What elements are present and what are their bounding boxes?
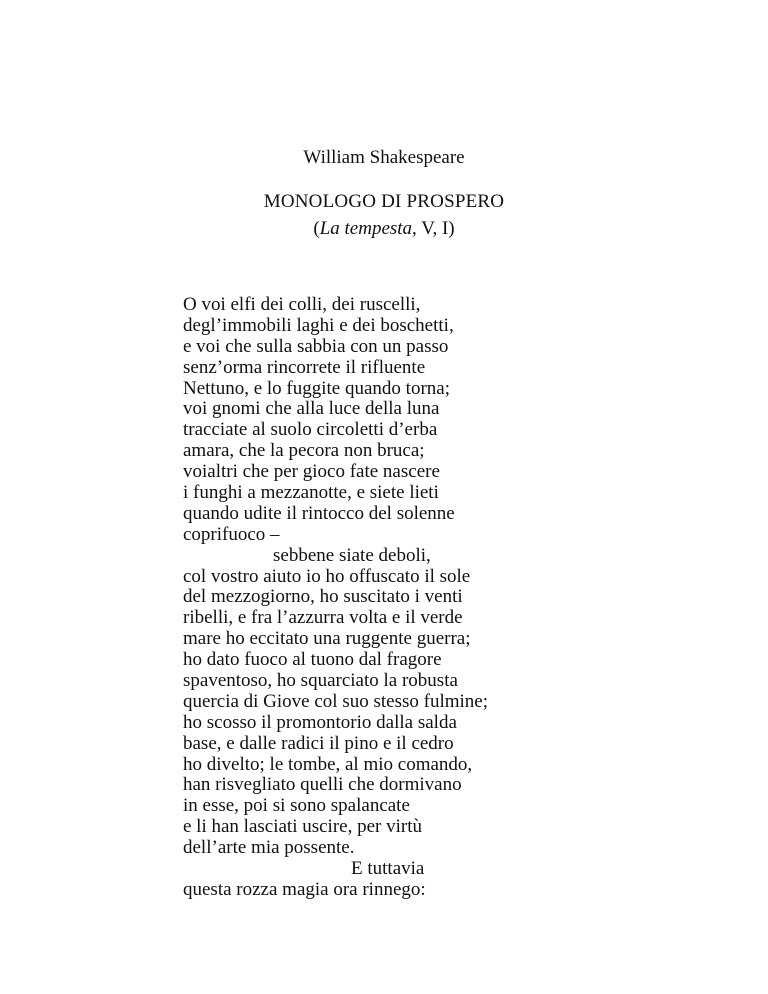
poem-line: E tuttavia: [351, 858, 425, 880]
source-work: La tempesta: [319, 218, 413, 239]
poem-line: coprifuoco –: [183, 523, 280, 545]
poem-line: i funghi a mezzanotte, e siete lieti: [183, 482, 439, 504]
poem-line: questa rozza magia ora rinnego:: [183, 878, 426, 900]
poem-line: sebbene siate deboli,: [273, 544, 431, 566]
poem-line: O voi elfi dei colli, dei ruscelli,: [183, 294, 421, 315]
poem-line: ho scosso il promontorio dalla salda: [183, 711, 457, 733]
poem-line: ho dato fuoco al tuono dal fragore: [183, 649, 442, 671]
poem-line: e voi che sulla sabbia con un passo: [183, 335, 449, 357]
poem-body: [183, 295, 703, 901]
poem-line: ho divelto; le tombe, al mio comando,: [183, 753, 473, 775]
author-name: William Shakespeare: [303, 147, 465, 168]
poem-line: e li han lasciati uscire, per virtù: [183, 816, 422, 838]
poem-line: ribelli, e fra l’azzurra volta e il verde: [183, 607, 463, 629]
poem-line: amara, che la pecora non bruca;: [183, 440, 425, 462]
poem-line: mare ho eccitato una ruggente guerra;: [183, 628, 471, 650]
poem-line: degl’immobili laghi e dei boschetti,: [183, 314, 454, 336]
poem-line: in esse, poi si sono spalancate: [183, 795, 410, 817]
source-ref: , V, I): [412, 218, 455, 239]
poem-line: voi gnomi che alla luce della luna: [183, 398, 440, 420]
poem-line: dell’arte mia possente.: [183, 837, 355, 859]
poem-line: senz’orma rincorrete il rifluente: [183, 356, 426, 378]
poem-line: spaventoso, ho squarciato la robusta: [183, 670, 458, 692]
source-open: (: [313, 218, 320, 239]
poem-line: Nettuno, e lo fuggite quando torna;: [183, 377, 450, 399]
poem-line: tracciate al suolo circoletti d’erba: [183, 419, 438, 441]
poem-line: base, e dalle radici il pino e il cedro: [183, 732, 454, 754]
poem-line: voialtri che per gioco fate nascere: [183, 461, 440, 483]
poem-line: quercia di Giove col suo stesso fulmine;: [183, 690, 488, 712]
poem-line: del mezzogiorno, ho suscitato i venti: [183, 586, 463, 608]
poem-line: col vostro aiuto io ho offuscato il sole: [183, 565, 471, 587]
poem-line: han risvegliato quelli che dormivano: [183, 774, 462, 796]
poem-line: quando udite il rintocco del solenne: [183, 502, 455, 524]
poem-source: [0, 217, 768, 241]
poem-title: MONOLOGO DI PROSPERO: [263, 191, 505, 212]
